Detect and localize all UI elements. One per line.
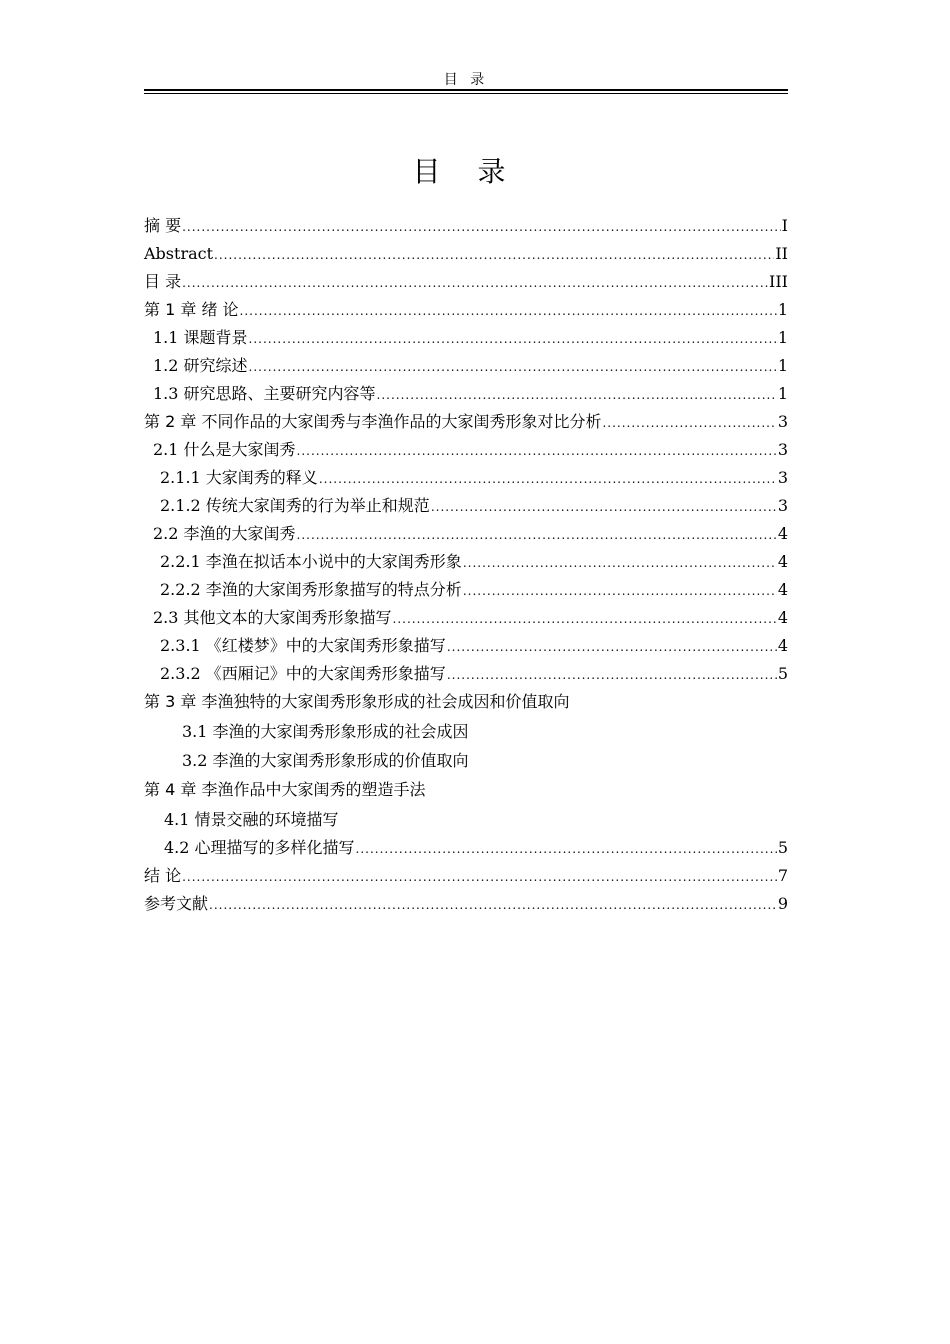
header-rule-thick [144,89,788,91]
toc-entry-label: 1.3 研究思路、主要研究内容等 [153,384,376,403]
toc-leader [447,661,777,689]
toc-entry[interactable] [144,520,788,548]
toc-entry-label: 第 2 章 不同作品的大家闺秀与李渔作品的大家闺秀形象对比分析 [144,412,602,431]
toc-entry-page: I [781,216,788,235]
toc-entry-label: 目 录 [144,272,182,291]
toc-leader [447,633,777,661]
toc-entry-label: 参考文献 [144,894,209,913]
toc-entry[interactable] [144,632,788,660]
toc-entry-label: 1.1 课题背景 [153,328,248,347]
toc-entry-label: 第 4 章 李渔作品中大家闺秀的塑造手法 [144,780,426,799]
toc-entry-label: 第 1 章 绪 论 [144,300,239,319]
toc-entry-label: 2.3.2 《西厢记》中的大家闺秀形象描写 [160,664,446,683]
toc-entry[interactable] [144,806,788,834]
toc-entry[interactable] [144,576,788,604]
toc-entry-label: 2.3.1 《红楼梦》中的大家闺秀形象描写 [160,636,446,655]
toc-entry[interactable] [144,862,788,890]
toc-entry[interactable] [144,296,788,324]
toc-leader [209,891,777,919]
toc-entry-page: 1 [777,356,788,375]
toc-entry-page: II [775,244,788,263]
toc-entry-label: 2.1.1 大家闺秀的释义 [160,468,318,487]
toc-entry-page: 1 [777,300,788,319]
toc-entry[interactable] [144,352,788,380]
toc-title: 目 录 [412,155,520,188]
toc-entry-label: 2.1.2 传统大家闺秀的行为举止和规范 [160,496,430,515]
toc-entry-label: 1.2 研究综述 [153,356,248,375]
toc-entry[interactable] [144,212,788,240]
toc-entry-page: 3 [777,468,788,487]
toc-entry-page: III [769,272,788,291]
toc-entry[interactable] [144,890,788,918]
toc-entry-page: 7 [777,866,788,885]
toc-leader [297,437,777,465]
toc-leader [182,863,777,891]
toc-entry-label: 结 论 [144,866,182,885]
toc-entry[interactable] [144,268,788,296]
toc-entry[interactable] [144,688,788,716]
toc-entry[interactable] [144,660,788,688]
toc-entry-page: 3 [777,496,788,515]
toc-entry[interactable] [144,776,788,804]
toc-entry-page: 4 [777,524,788,543]
toc-entry-label: 2.3 其他文本的大家闺秀形象描写 [153,608,392,627]
toc-leader [297,521,777,549]
toc-entry-label: 摘 要 [144,216,182,235]
toc-entry-page: 4 [777,580,788,599]
toc-entry[interactable] [144,324,788,352]
toc-entry[interactable] [144,548,788,576]
toc-entry[interactable] [144,436,788,464]
toc-entry-label: 3.2 李渔的大家闺秀形象形成的价值取向 [182,751,469,770]
toc-entry-label: 第 3 章 李渔独特的大家闺秀形象形成的社会成因和价值取向 [144,692,570,711]
toc-leader [182,269,768,297]
toc-entry-page: 4 [777,552,788,571]
toc-entry-page: 9 [777,894,788,913]
toc-leader [240,297,777,325]
toc-entry-page: 3 [777,412,788,431]
toc-leader [356,835,777,863]
toc-entry-page: 4 [777,636,788,655]
toc-entry-label: 2.2.2 李渔的大家闺秀形象描写的特点分析 [160,580,462,599]
toc-leader [431,493,777,521]
toc-entry[interactable] [144,408,788,436]
toc-entry[interactable] [144,747,788,775]
toc-entry-page: 3 [777,440,788,459]
running-header-title: 目 录 [443,72,489,88]
toc-entry-page: 1 [777,384,788,403]
toc-leader [377,381,777,409]
header-rule-thin [144,93,788,94]
toc-leader [319,465,777,493]
toc-leader [393,605,777,633]
toc-entry-page: 5 [777,838,788,857]
toc-leader [602,409,776,437]
toc-entry[interactable] [144,240,788,268]
toc-leader [463,577,777,605]
toc-entry-label: 2.2 李渔的大家闺秀 [153,524,296,543]
toc-entry[interactable] [144,492,788,520]
toc-entry-label: 2.1 什么是大家闺秀 [153,440,296,459]
toc-entry[interactable] [144,604,788,632]
toc-leader [249,325,777,353]
toc-entry-page: 1 [777,328,788,347]
toc-entry[interactable] [144,834,788,862]
toc-entry-label: 4.2 心理描写的多样化描写 [164,838,355,857]
toc-entry-label: 2.2.1 李渔在拟话本小说中的大家闺秀形象 [160,552,462,571]
toc-entry[interactable] [144,464,788,492]
toc-entry[interactable] [144,380,788,408]
toc-entry-page: 4 [777,608,788,627]
toc-entry-page: 5 [777,664,788,683]
toc-leader [182,213,781,241]
toc-entry[interactable] [144,718,788,746]
toc-leader [214,241,774,269]
toc-leader [249,353,777,381]
toc-entry-label: 3.1 李渔的大家闺秀形象形成的社会成因 [182,722,469,741]
toc-entry-label: 4.1 情景交融的环境描写 [164,810,339,829]
toc-leader [463,549,777,577]
toc-entry-label: Abstract [144,244,214,263]
